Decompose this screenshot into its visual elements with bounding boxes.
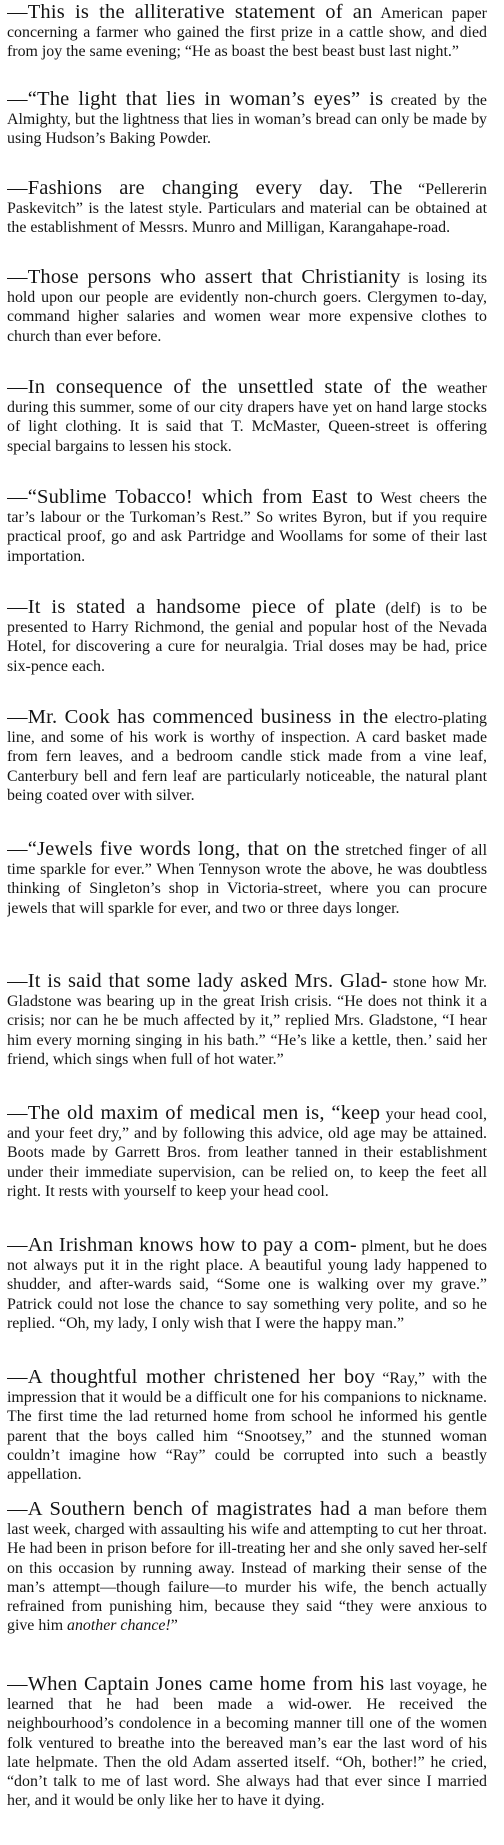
paragraph-body: created by the Almighty, but the lightness that lies in woman’s bread can only be made by using Hudson’s Baking Powder. — [7, 92, 487, 148]
paragraph-electro-plating — [7, 708, 487, 840]
paragraph-body: “Pellererin Paskevitch” is the latest style. Particulars and material can be obtained at the establishment of Messrs. Munro and Milligan, Karangahape-road. — [7, 181, 487, 237]
paragraph-body: stretched finger of all time sparkle for ever.” When Tennyson wrote the above, he was doubtless thinking of Singleton’s shop in Victoria-street, where you can procure jewels that will sparkle for ever, and two or three days longer. — [7, 842, 487, 917]
paragraph-lead: —Mr. Cook has commenced business in the — [7, 708, 389, 728]
paragraph-medical-maxim — [7, 1104, 487, 1236]
paragraph-body: your head cool, and your feet dry,” and by following this advice, old age may be attained. Boots made by Garrett Bros. from leather tanned in their establishment under their immediate supervision, can be relied on, to keep the feet all right. It rests with yourself to keep your head cool. — [7, 1106, 487, 1200]
paragraph-lead: —It is said that some lady asked Mrs. Glad- — [7, 972, 388, 992]
paragraph-tobacco — [7, 488, 487, 598]
paragraph-lead: —A Southern bench of magistrates had a — [7, 1500, 368, 1520]
paragraph-fashions — [7, 179, 487, 268]
paragraph-body: “Ray,” with the impression that it would be a difficult one for his companions to nickname. The first time the lad returned home from school he informed his gentle parent that the boys called him “Snootsey,” and the stunned woman couldn’t imagine how “Ray” could be corrupted into such a beastly appellation. — [7, 1370, 487, 1484]
paragraph-lead: —It is stated a handsome piece of plate — [7, 598, 376, 618]
paragraph-weather — [7, 378, 487, 488]
paragraph-lead: —An Irishman knows how to pay a com- — [7, 1236, 357, 1256]
paragraph-plate — [7, 598, 487, 708]
paragraph-christianity — [7, 268, 487, 378]
paragraph-lead: —In consequence of the unsettled state of the — [7, 378, 428, 398]
paragraph-body: stone how Mr. Gladstone was bearing up in the great Irish crisis. “He does not think it a crisis; nor can he be much affected by it,” replied Mrs. Gladstone, “I hear him every morning singing in his bath.” “He’s like a kettle, then.’ said her friend, which sings when full of hot water.” — [7, 974, 487, 1068]
paragraph-body: plment, but he does not always put it in the right place. A beautiful young lady happened to shudder, and after-wards said, “Some one is walking over my grave.” Patrick could not lose the chance to say something very polite, and so he replied. “Oh, my lady, I only wish that I were the happy man.” — [7, 1238, 487, 1332]
paragraph-lead: —Fashions are changing every day. The — [7, 179, 403, 199]
paragraph-irishman — [7, 1236, 487, 1368]
paragraph-ray — [7, 1368, 487, 1500]
paragraph-gladstone — [7, 972, 487, 1104]
paragraph-lead: —Those persons who assert that Christianity — [7, 268, 401, 288]
paragraph-lead: —This is the alliterative statement of an — [7, 3, 373, 23]
paragraph-lead: —“The light that lies in woman’s eyes” is — [7, 90, 384, 110]
paragraph-body: (delf) is to be presented to Harry Richmond, the genial and popular host of the Nevada Hotel, for discovering a cure for neuralgia. Trial doses may be had, price six-pence each. — [7, 600, 487, 675]
paragraph-alliterative — [7, 3, 487, 90]
paragraph-jewels — [7, 840, 487, 972]
paragraph-lead: —When Captain Jones came home from his — [7, 1675, 385, 1695]
paragraph-body: last voyage, he learned that he had been made a wid-ower. He received the neighbourhood’s condolence in a becoming manner till one of the women folk ventured to breathe into the bereaved man’s ear the last word of his late helpmate. Then the old Adam asserted itself. “Oh, bother!” he cried, “don’t talk to me of last word. She always had that ever since I married her, and it would be only like her to have it dying. — [7, 1677, 487, 1810]
paragraph-lead: —“Sublime Tobacco! which from East to — [7, 488, 374, 508]
paragraph-body: weather during this summer, some of our city drapers have yet on hand large stocks of light clothing. It is said that T. McMaster, Queen-street is offering special bargains to lessen his stock. — [7, 380, 487, 455]
paragraph-lead: —“Jewels five words long, that on the — [7, 840, 340, 860]
paragraph-magistrates — [7, 1500, 487, 1675]
paragraph-captain-jones — [7, 1675, 487, 1845]
paragraph-lead: —A thoughtful mother christened her boy — [7, 1368, 376, 1388]
paragraph-light-eyes — [7, 90, 487, 179]
paragraph-body: electro-plating line, and some of his work is worthy of inspection. A card basket made from fern leaves, and a bedroom candle stick made from a vine leaf, Canterbury bell and fern leaf are particularly noticeable, the natural plant being coated over with silver. — [7, 710, 487, 804]
paragraph-lead: —The old maxim of medical men is, “keep — [7, 1104, 381, 1124]
paragraph-body: American paper concerning a farmer who gained the first prize in a cattle show, and died from joy the same evening; “He as boast the best beast bust last night.” — [7, 5, 487, 61]
paragraph-body: West cheers the tar’s labour or the Turkoman’s Rest.” So writes Byron, but if you require practical proof, go and ask Partridge and Woollams for some of their last importation. — [7, 490, 487, 565]
paragraph-body: is losing its hold upon our people are evidently non-church goers. Clergymen to-day, command higher salaries and women wear more expensive clothes to church than ever before. — [7, 270, 487, 345]
paragraph-body-end: ” — [170, 1617, 178, 1635]
paragraph-italic: another chance! — [67, 1617, 171, 1635]
paragraph-body: man before them last week, charged with assaulting his wife and attempting to cut her throat. He had been in prison before for ill-treating her and she only saved her-self on this occasion by running away. Instead of marking their sense of the man’s attempt—though failure—to murder his wife, the bench actually refrained from punishing him, because they said “they were anxious to give him — [7, 1502, 487, 1635]
